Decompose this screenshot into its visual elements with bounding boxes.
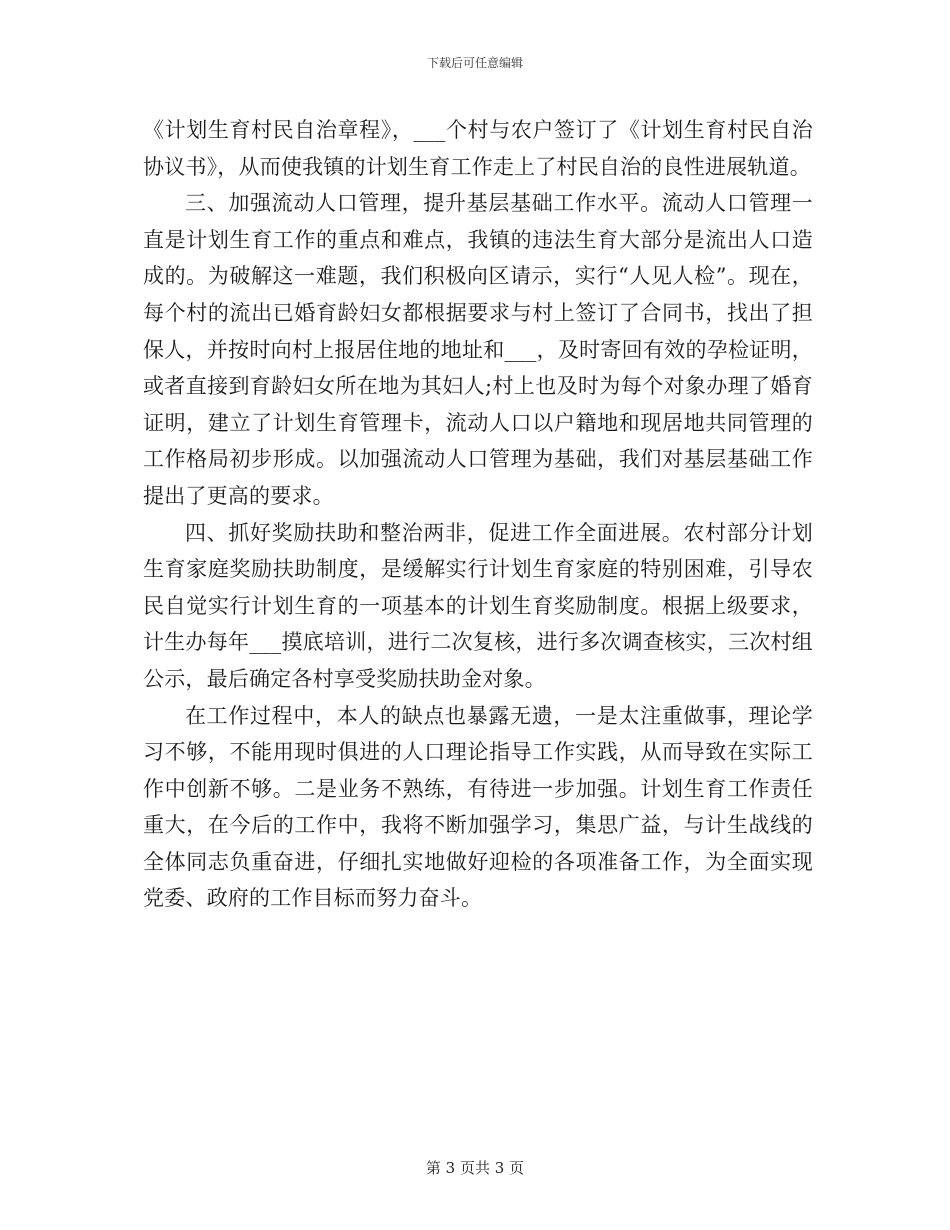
page-header: 下载后可任意编辑 [426,56,523,70]
paragraph-floating-population: 三、加强流动人口管理，提升基层基础工作水平。流动人口管理一直是计划生育工作的重点和难点，我镇的违法生育大部分是流出人口造成的。为破解这一难题，我们积极向区请示，实行“人见人检”。现在，每个村的流出已婚育龄妇女都根据要求与村上签订了合同书，找出了担保人，并按时向村上报居住地的地址和___，及时寄回有效的孕检证明，或者直接到育龄妇女所在地为其妇人;村上也及时为每个对象办理了婚育证明，建立了计划生育管理卡，流动人口以户籍地和现居地共同管理的工作格局初步形成。以加强流动人口管理为基础，我们对基层基础工作提出了更高的要求。 [143,191,813,508]
paragraph-continuation: 《计划生育村民自治章程》，___个村与农户签订了《计划生育村民自治协议书》，从而使我镇的计划生育工作走上了村民自治的良性进展轨道。 [143,118,813,179]
paragraph-reward-support: 四、抓好奖励扶助和整治两非，促进工作全面进展。农村部分计划生育家庭奖励扶助制度，是缓解实行计划生育家庭的特别困难，引导农民自觉实行计划生育的一项基本的计划生育奖励制度。根据上级要求，计生办每年___摸底培训，进行二次复核，进行多次调查核实，三次村组公示，最后确定各村享受奖励扶助金对象。 [143,520,813,691]
document-body [143,112,813,917]
page-number: 第 3 页共 3 页 [425,1159,525,1177]
paragraph-shortcomings: 在工作过程中，本人的缺点也暴露无遗，一是太注重做事，理论学习不够，不能用现时俱进的人口理论指导工作实践，从而导致在实际工作中创新不够。二是业务不熟练，有待进一步加强。计划生育工作责任重大，在今后的工作中，我将不断加强学习，集思广益，与计生战线的全体同志负重奋进，仔细扎实地做好迎检的各项准备工作，为全面实现党委、政府的工作目标而努力奋斗。 [143,703,813,911]
